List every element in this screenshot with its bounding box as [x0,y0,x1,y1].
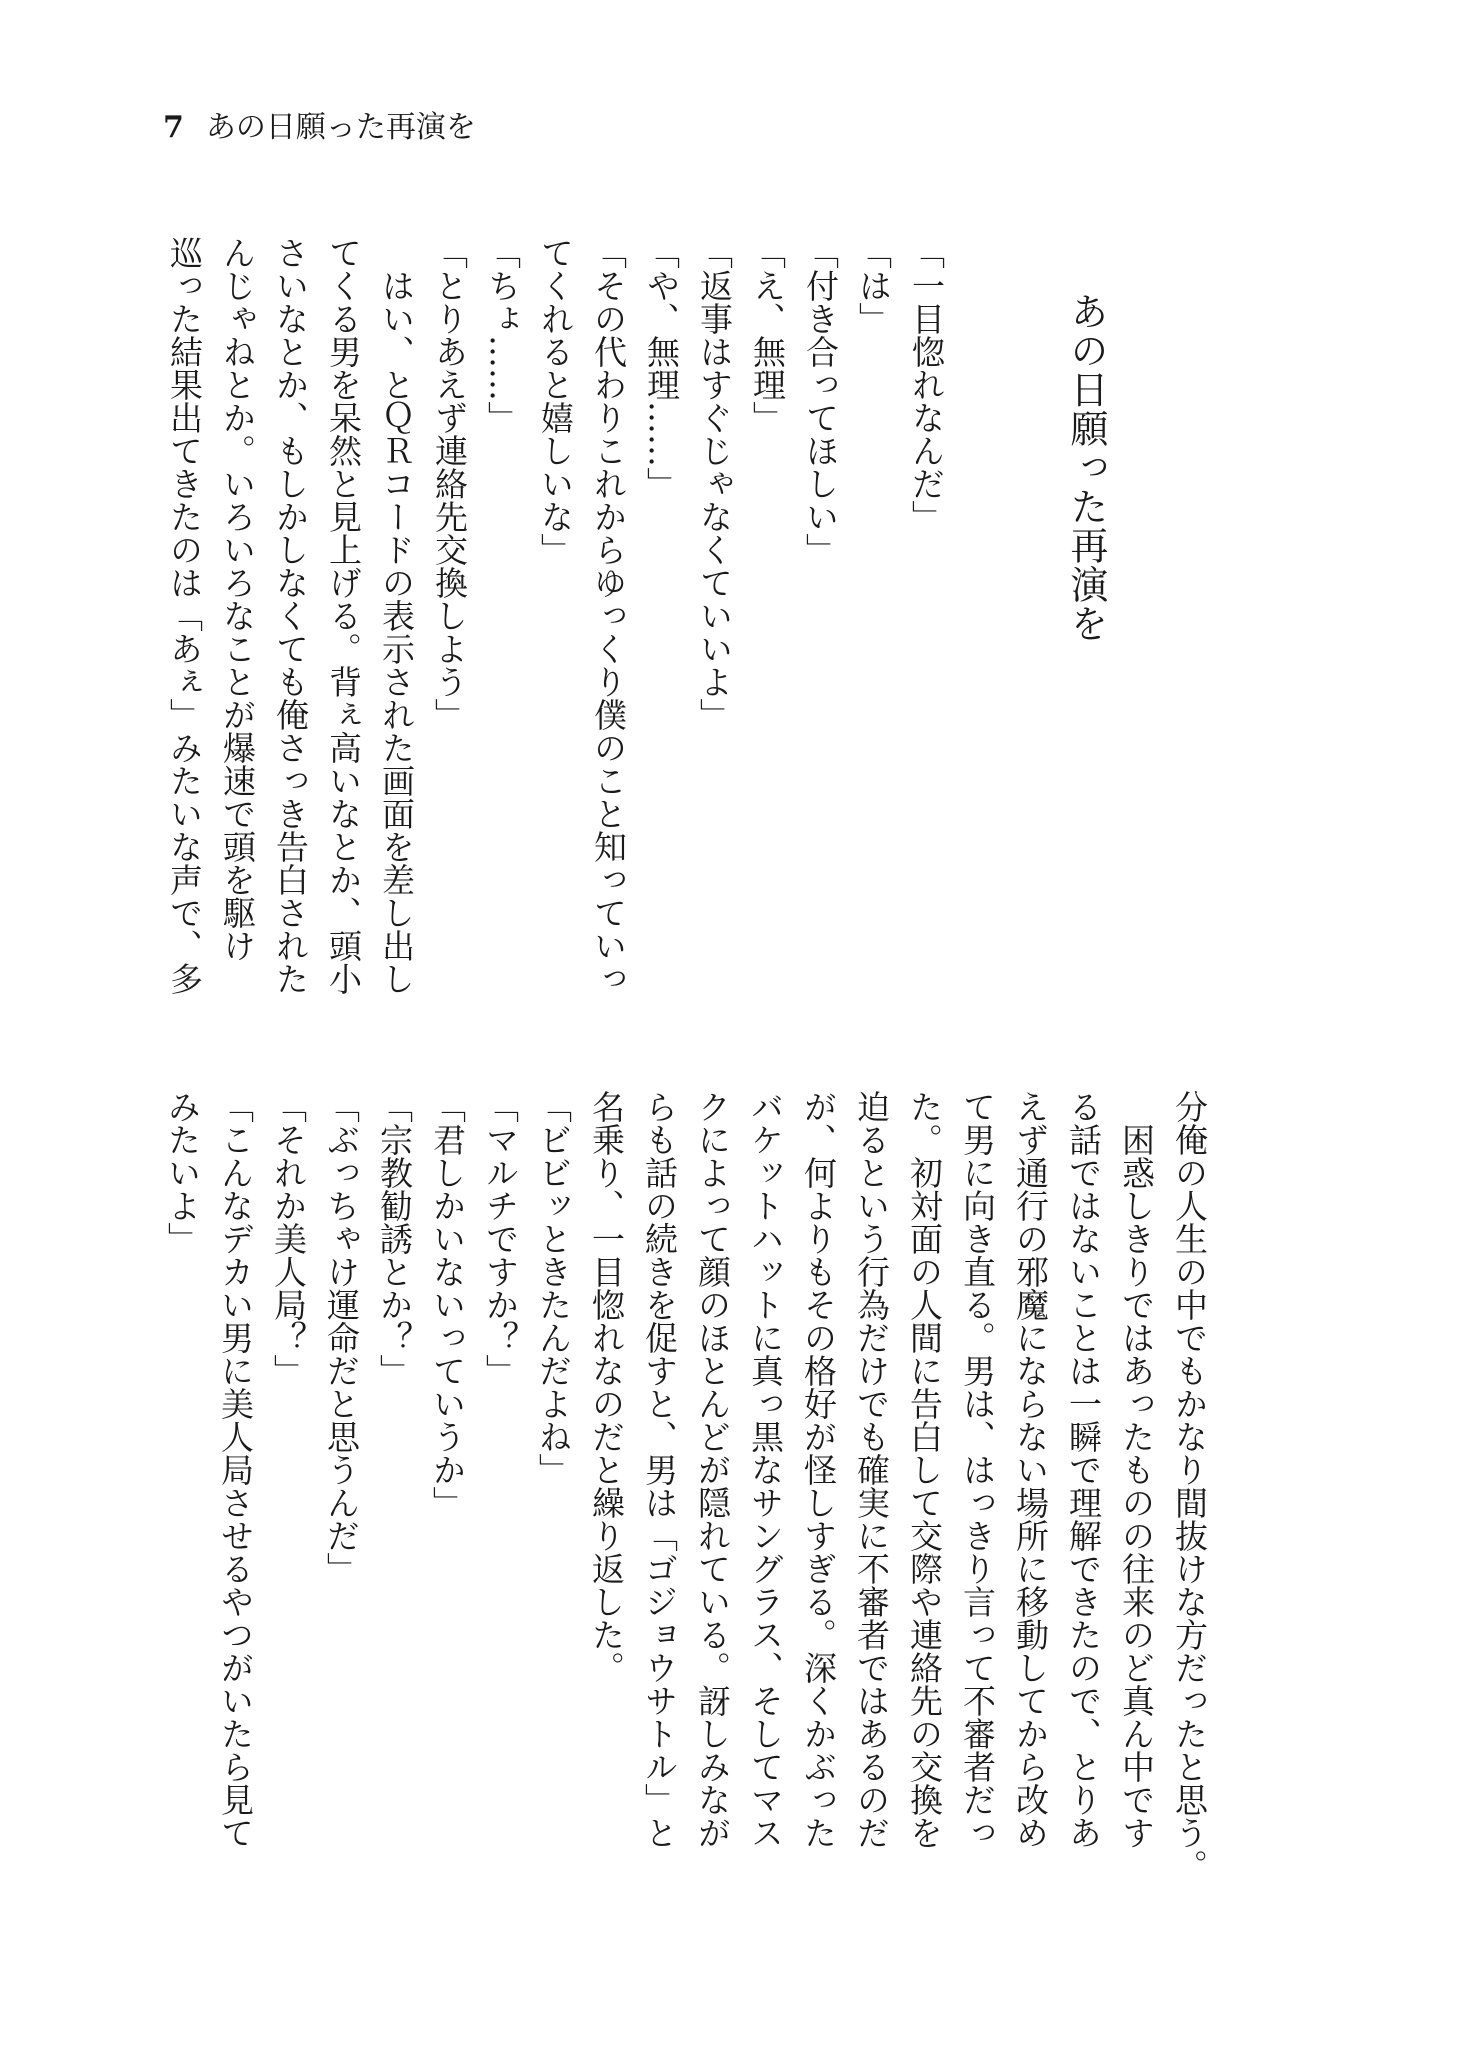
text-column: バケットハットに真っ黒なサングラス、そしてマス [746,1090,785,1849]
text-column: 「は」 [854,236,893,335]
text-column: 「宗教勧誘とか？」 [375,1090,414,1387]
text-column: 「その代わりこれからゆっくり僕のこと知っていっ [589,236,628,995]
text-column: 「とりあえず連絡先交換しよう」 [430,236,469,731]
text-column: みたいよ」 [163,1090,202,1255]
upper-tier-text [158,236,953,1016]
text-column: 「それか美人局？」 [269,1090,308,1387]
running-header [163,108,476,148]
text-column: クによって顔のほとんどが隠れている。訝しみなが [693,1090,732,1849]
text-column: 迫るという行為だけでも確実に不審者ではあるのだ [852,1090,891,1849]
lower-tier-text [156,1090,1216,1910]
text-column: 名乗り、一目惚れなのだと繰り返した。 [587,1090,626,1684]
text-column: が、何よりもその格好が怪しすぎる。深くかぶった [799,1090,838,1849]
text-column: 「こんなデカい男に美人局させるやつがいたら見て [216,1090,255,1849]
text-column: んじゃねとか。いろいろなことが爆速で頭を駆け [218,236,257,962]
text-column: 「返事はすぐじゃなくていいよ」 [695,236,734,731]
text-column: えず通行の邪魔にならない場所に移動してから改め [1011,1090,1050,1849]
text-column: 「ちょ……」 [483,236,522,434]
text-column: 分俺の人生の中でもかなり間抜けな方だったと思う。 [1170,1090,1209,1882]
text-column: てくれると嬉しいな」 [536,236,575,566]
text-column: 「ぶっちゃけ運命だと思うんだ」 [322,1090,361,1585]
running-title: あの日願った再演を [205,110,476,145]
text-column: 困惑しきりではあったものの往来のど真ん中です [1117,1090,1156,1849]
text-column: 「マルチですか？」 [481,1090,520,1387]
text-column: 「一目惚れなんだ」 [907,236,946,533]
text-column: 「君しかいないっていうか」 [428,1090,467,1519]
text-column: らも話の続きを促すと、男は「ゴジョウサトル」と [640,1090,679,1849]
chapter-number: 7 [163,110,184,145]
text-column: 「ビビッときたんだよね」 [534,1090,573,1486]
text-column: 「や、無理……」 [642,236,681,500]
text-column: 巡った結果出てきたのは「あぇ」みたいな声で、多 [165,236,204,995]
text-column: 「え、無理」 [748,236,787,434]
text-column: る話ではないことは一瞬で理解できたので、とりあ [1064,1090,1103,1849]
chapter-title: あの日願った再演を [1064,292,1108,643]
text-column: はい、とＱＲコードの表示された画面を差し出し [377,236,416,995]
text-column: てくる男を呆然と見上げる。背ぇ高いなとか、頭小 [324,236,363,995]
text-column: さいなとか、もしかしなくても俺さっき告白された [271,236,310,995]
text-column: て男に向き直る。男は、はっきり言って不審者だっ [958,1090,997,1849]
text-column: 「付き合ってほしい」 [801,236,840,566]
text-column: た。初対面の人間に告白して交際や連絡先の交換を [905,1090,944,1849]
